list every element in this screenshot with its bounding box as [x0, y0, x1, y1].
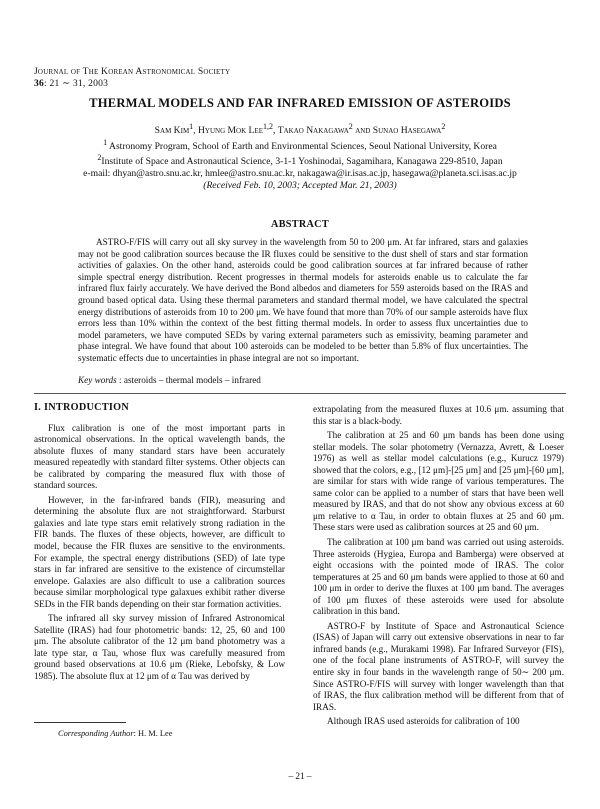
author-name: Takao Nakagawa	[277, 125, 349, 137]
footnote	[58, 729, 172, 738]
affiliation-text: Astronomy Program, School of Earth and Environmental Sciences, Seoul National University, Korea	[109, 140, 497, 152]
author-name: Hyung Mok Lee	[197, 125, 263, 137]
abstract-body	[78, 237, 528, 365]
affiliation-1	[0, 137, 600, 153]
author-sup: 2	[348, 122, 353, 131]
section-divider	[34, 393, 566, 394]
journal-volume: 36	[34, 78, 44, 89]
paragraph: The infrared all sky survey mission of Infrared Astronomical Satellite (IRAS) had four photometric bands: 12, 25, 60 and 100 μm. The absolute calibrator of the 12 μm band photometry was a late type star, α Tau, whose flux was carefully measured from ground based observations at 10.6 μm (Rieke, Lebofsky, & Low 1985). The absolute flux at 12 μm of α Tau was derived by	[34, 613, 285, 682]
paragraph: extrapolating from the measured fluxes at 10.6 μm. assuming that this star is a black-body.	[313, 404, 564, 426]
email-line: e-mail: dhyan@astro.snu.ac.kr, hmlee@astro.snu.ac.kr, nakagawa@ir.isas.ac.jp, hasegawa@planeta.sci.isas.ac.jp	[83, 168, 517, 180]
journal-volume-line	[34, 78, 230, 90]
journal-name: Journal of The Korean Astronomical Society	[34, 66, 231, 77]
abstract-text: ASTRO-F/FIS will carry out all sky survey in the wavelength from 50 to 200 μm. At far infrared, stars and galaxies may not be good calibration sources because the IR fluxes could be sensitive to the dust shell of stars and star formation activities of galaxies. On the other hand, asteroids could be good calibration sources at far infrared because of rather simple spectral energy distribution. Recent progresses in thermal models for asteroids enable us to calculate the far infrared flux fairly accurately. We have derived the Bond albedos and diameters for 559 asteroids based on the IRAS and ground based optical data. Using these thermal parameters and standard thermal model, we have calculated the spectral energy distributions of asteroids from 10 to 200 μm. We have found that more than 70% of our sample asteroids have flux errors less than 10% within the context of the best fitting thermal models. In order to assess flux uncertainties due to model parameters, we have computed SEDs by varing external parameters such as emissivity, beaming parameter and phase integral. We have found that about 100 asteroids can be modeled to be better than 5.8% of flux uncertainties. The systematic effects due to uncertainties in phase integral are not so important.	[78, 237, 528, 363]
paragraph: ASTRO-F by Institute of Space and Astronautical Science (ISAS) of Japan will carry out extensive observations in near to far infrared bands (e.g., Murakami 1998). Far Infrared Surveyor (FIS), one of the focal plane instruments of ASTRO-F, will survey the entire sky in four bands in the wavelength range of 50∼ 200 μm. Since ASTRO-F/FIS will survey with longer wavelength than that of IRAS, the flux calibration method will be different from that of IRAS.	[313, 620, 564, 712]
left-column	[34, 402, 285, 686]
paragraph: However, in the far-infrared bands (FIR), measuring and determining the absolute flux are not straightforward. Starburst galaxies and late type stars emit relatively strong radiation in the FIR bands. The fluxes of these objects, however, are difficult to model, because the FIR fluxes are sensitive to the environments. For example, the spectral energy distributions (SED) of late type stars in far infrared are sensitive to the existence of circumstellar envelope. Galaxies are also difficult to use a calibration sources because similar morphological type galaxues exhibit rather diverse SEDs in the FIR bands depending on their star formation activities.	[34, 494, 285, 609]
author-sup: 2	[441, 122, 446, 131]
author-block	[0, 121, 600, 191]
footnote-label: Corresponding Author	[58, 729, 134, 738]
paragraph: Flux calibration is one of the most important parts in astronomical observations. In the optical wavelength bands, the absolute fluxes of many standard stars have been accurately measured repeatedly with standard filter systems. Other objects can be calibrated by comparing the measured flux with those of standard sources.	[34, 422, 285, 491]
footnote-rule	[34, 722, 126, 723]
abstract-heading: ABSTRACT	[271, 219, 329, 230]
keywords-label: Key words	[78, 375, 117, 385]
journal-pages: : 21 ∼ 31, 2003	[44, 78, 109, 89]
paragraph: Although IRAS used asteroids for calibration of 100	[327, 716, 520, 727]
section-heading: I. INTRODUCTION	[34, 402, 130, 413]
affiliation-sup: 2	[97, 153, 102, 163]
affiliation-2	[0, 152, 600, 168]
paper-title: THERMAL MODELS AND FAR INFRARED EMISSION OF ASTEROIDS	[89, 96, 511, 110]
page-number: – 21 –	[288, 771, 312, 781]
footnote-name: : H. M. Lee	[133, 729, 173, 738]
author-name: Sunao Hasegawa	[372, 125, 442, 137]
author-line: Sam Kim$^1$, Hyung Mok Lee$^{1,2}$, Takao Nakagawa$^2$ and Sunao Hasegawa$^2$	[154, 122, 446, 137]
author-and: and	[355, 125, 371, 137]
affiliation-text: Institute of Space and Astronautical Science, 3-1-1 Yoshinodai, Sagamihara, Kanagawa 229-8510, Japan	[101, 156, 503, 168]
keywords	[78, 375, 261, 385]
journal-header	[34, 66, 230, 90]
received-dates: (Received Feb. 10, 2003; Accepted Mar. 21, 2003)	[203, 179, 397, 191]
author-sup: 1,2	[262, 122, 273, 131]
author-name: Sam Kim	[154, 125, 190, 137]
author-sup: 1	[189, 122, 194, 131]
keywords-text: : asteroids – thermal models – infrared	[119, 375, 261, 385]
paragraph: The calibration at 25 and 60 μm bands has been done using stellar models. The solar photometry (Vernazza, Avrett, & Loeser 1976) as well as stellar model calculations (e.g., Kurucz 1979) showed that the colors, e.g., [12 μm]-[25 μm] and [25 μm]-[60 μm], are similar for stars with wide range of various temperatures. The same color can be applied to a number of stars that have been well measured by IRAS, and that do not show any obvious excess at 60 μm relative to α Tau, in order to obtain fluxes at 25 and 60 μm. These stars were used as calibration sources at 25 and 60 μm.	[313, 430, 564, 533]
affiliation-sup: 1	[103, 137, 108, 147]
paragraph: The calibration at 100 μm band was carried out using asteroids. Three asteroids (Hygiea, Europa and Bamberga) were observed at eight occasions with the pointed mode of IRAS. The color temperatures at 25 and 60 μm bands were applied to those at 60 and 100 μm in order to derive the fluxes at 100 μm band. The averages of 100 μm fluxes of these asteroids were used for absolute calibration in this band.	[313, 537, 564, 617]
right-column	[313, 404, 564, 731]
